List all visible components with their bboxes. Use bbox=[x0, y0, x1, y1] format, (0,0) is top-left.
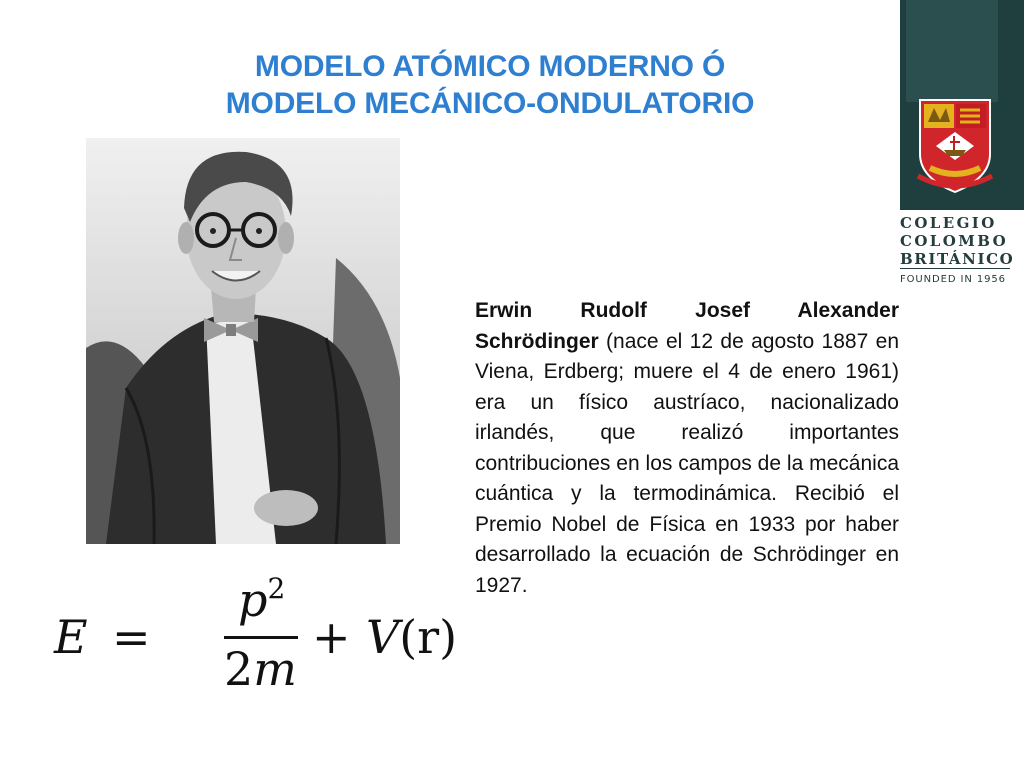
schrodinger-equation bbox=[54, 570, 458, 696]
equation-denominator bbox=[224, 642, 297, 696]
biography-text bbox=[475, 296, 899, 601]
brand-name-line-2: COLOMBO bbox=[900, 232, 1009, 250]
equation-denominator-coef: 2 bbox=[224, 642, 254, 696]
title-line-2: MODELO MECÁNICO-ONDULATORIO bbox=[225, 87, 755, 120]
brand-name-line-3: BRITÁNICO bbox=[900, 250, 1015, 268]
title-line-1: MODELO ATÓMICO MODERNO Ó bbox=[254, 50, 726, 83]
equation-argument: (r) bbox=[399, 610, 458, 664]
equation-momentum: p bbox=[238, 573, 268, 627]
equation-mass: m bbox=[253, 642, 297, 696]
equation-plus: + bbox=[312, 610, 351, 664]
equation-potential-symbol: V bbox=[366, 610, 400, 664]
equation-exponent: 2 bbox=[267, 572, 286, 605]
biography-body: (nace el 12 de agosto 1887 en Viena, Erdberg; muere el 4 de enero 1961) era un físico austríaco, nacionalizado irlandés, que realizó importantes contribuciones en los campos de la mecánica cuántica y la termodinámica. Recibió el Premio Nobel de Física en 1933 por haber desarrollado la ecuación de Schrödinger en 1927. bbox=[475, 329, 899, 597]
equation-potential bbox=[366, 610, 457, 664]
slide-title bbox=[150, 48, 830, 122]
brand-founded: FOUNDED IN 1956 bbox=[900, 274, 1006, 285]
equation-equals: = bbox=[112, 610, 151, 664]
equation-fraction-bar bbox=[224, 636, 298, 639]
portrait-illustration bbox=[86, 138, 400, 544]
school-crest-icon bbox=[914, 96, 996, 196]
biography-name: Erwin Rudolf Josef Alexander Schrödinger bbox=[475, 299, 899, 353]
equation-numerator bbox=[238, 572, 285, 627]
brand-name-line-1: COLEGIO bbox=[900, 214, 997, 232]
equation-lhs: E bbox=[54, 610, 88, 664]
schrodinger-portrait bbox=[86, 138, 400, 544]
brand-divider bbox=[900, 268, 1010, 269]
